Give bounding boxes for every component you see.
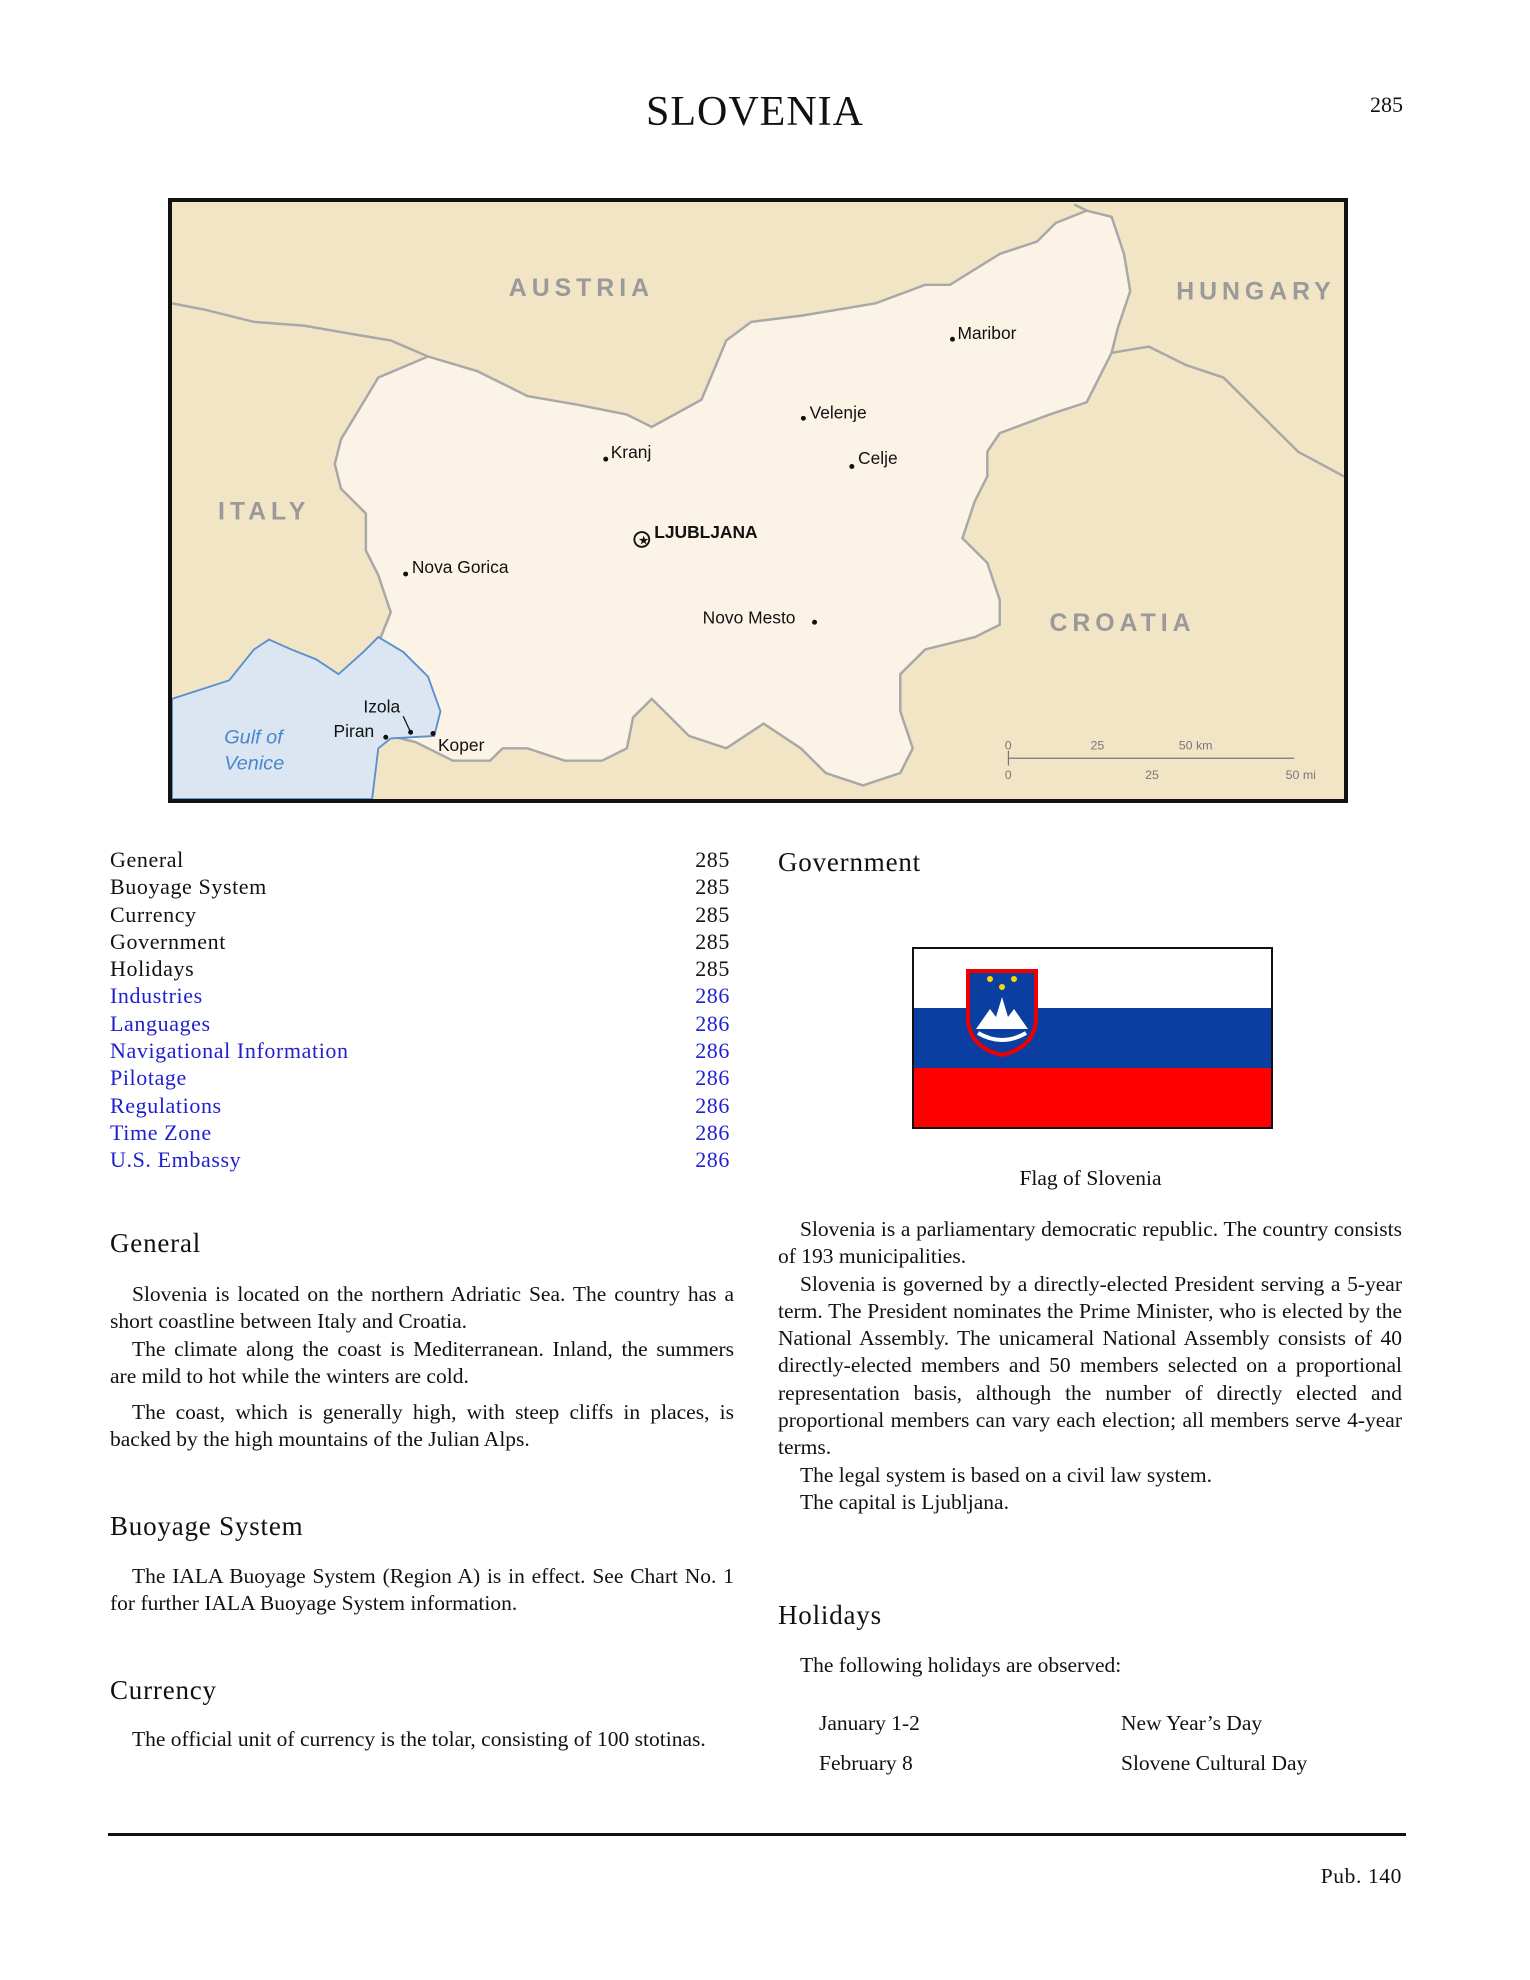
- toc-entry[interactable]: [110, 1037, 730, 1064]
- heading-buoyage: Buoyage System: [110, 1511, 304, 1541]
- holiday-date: February 8: [819, 1751, 913, 1775]
- label-italy: ITALY: [217, 498, 311, 526]
- heading-government: Government: [778, 847, 921, 877]
- footer-divider: [108, 1833, 1406, 1836]
- toc-entry: [110, 955, 730, 982]
- label-hungary: HUNGARY: [1176, 278, 1336, 306]
- label-nova-gorica: Nova Gorica: [411, 556, 509, 577]
- label-celje: Celje: [858, 448, 898, 469]
- heading-holidays: Holidays: [778, 1600, 882, 1630]
- toc-entry[interactable]: [110, 1010, 730, 1037]
- toc-label: Time Zone: [110, 1119, 212, 1145]
- holiday-date: January 1-2: [819, 1711, 920, 1735]
- buoyage-text: The IALA Buoyage System (Region A) is in effect. See Chart No. 1 for further IALA Buoyage System information.: [110, 1564, 734, 1616]
- toc-page: 286: [695, 1038, 730, 1064]
- toc-label: Buoyage System: [110, 874, 267, 900]
- toc-page: 286: [695, 1147, 730, 1173]
- heading-general: General: [110, 1228, 202, 1258]
- svg-text:25: 25: [1145, 768, 1159, 783]
- currency-text: The official unit of currency is the tolar, consisting of 100 stotinas.: [132, 1727, 706, 1751]
- government-text: Slovenia is a parliamentary democratic republic. The country consists of 193 municipalities. Slovenia is governed by a directly-elected President serving a 5-year term. The President nominates the Prime Minister, who is elected by the National Assembly. The unicameral National Assembly consists of 40 directly-elected members and 50 members selected on a proportional representation basis, although the number of directly elected and proportional members can vary each election; all members serve 4-year terms. The legal system is based on a civil law system. The capital is Ljubljana.: [778, 1217, 1402, 1514]
- toc-entry[interactable]: [110, 1064, 730, 1091]
- toc-page: 286: [695, 983, 730, 1009]
- flag-of-slovenia: [912, 947, 1273, 1129]
- toc-page: 285: [695, 956, 730, 982]
- label-novo-mesto: Novo Mesto: [702, 607, 796, 628]
- label-koper: Koper: [437, 734, 485, 755]
- svg-text:★: ★: [638, 533, 650, 548]
- toc-page: 286: [695, 1065, 730, 1091]
- toc-label: Navigational Information: [110, 1038, 349, 1064]
- label-croatia: CROATIA: [1049, 609, 1196, 637]
- label-venice: Venice: [224, 752, 285, 775]
- table-of-contents: [110, 846, 730, 1174]
- toc-entry: [110, 846, 730, 873]
- holiday-name: Slovene Cultural Day: [1121, 1751, 1308, 1775]
- page-number: 285: [1370, 92, 1403, 117]
- svg-text:0: 0: [1004, 738, 1012, 753]
- toc-label: Industries: [110, 983, 203, 1009]
- label-ljubljana: LJUBLJANA: [654, 522, 758, 543]
- toc-entry[interactable]: [110, 1146, 730, 1173]
- page-title: SLOVENIA: [646, 89, 864, 135]
- heading-currency: Currency: [110, 1675, 217, 1705]
- toc-entry[interactable]: [110, 1119, 730, 1146]
- toc-label: Government: [110, 928, 226, 954]
- general-text: Slovenia is located on the northern Adriatic Sea. The country has a short coastline between Italy and Croatia. The climate along the coast is Mediterranean. Inland, the summers are mild to hot while the winters are cold. The coast, which is generally high, with steep cliffs in places, is backed by the high mountains of the Julian Alps.: [110, 1282, 734, 1452]
- toc-label: Pilotage: [110, 1065, 187, 1091]
- label-kranj: Kranj: [610, 441, 652, 462]
- toc-page: 285: [695, 874, 730, 900]
- coat-of-arms-icon: [964, 967, 1040, 1059]
- country-map: [168, 198, 1348, 803]
- toc-label: Currency: [110, 901, 197, 927]
- toc-page: 286: [695, 1092, 730, 1118]
- toc-page: 286: [695, 1010, 730, 1036]
- toc-page: 285: [695, 928, 730, 954]
- svg-text:0: 0: [1004, 768, 1012, 783]
- toc-page: 286: [695, 1119, 730, 1145]
- label-maribor: Maribor: [957, 323, 1017, 344]
- label-gulf: Gulf of: [224, 726, 283, 749]
- toc-entry[interactable]: [110, 982, 730, 1009]
- toc-entry[interactable]: [110, 1092, 730, 1119]
- label-piran: Piran: [333, 721, 375, 742]
- toc-entry: [110, 928, 730, 955]
- holiday-name: New Year’s Day: [1121, 1711, 1263, 1735]
- flag-caption: Flag of Slovenia: [1019, 1166, 1162, 1190]
- toc-entry: [110, 873, 730, 900]
- toc-label: U.S. Embassy: [110, 1147, 242, 1173]
- toc-entry: [110, 901, 730, 928]
- publication-number: Pub. 140: [1320, 1864, 1402, 1888]
- toc-page: 285: [695, 901, 730, 927]
- label-izola: Izola: [363, 696, 401, 717]
- svg-text:50 km: 50 km: [1178, 738, 1213, 753]
- svg-text:50 mi: 50 mi: [1285, 768, 1316, 783]
- label-austria: AUSTRIA: [508, 274, 654, 302]
- svg-text:25: 25: [1090, 738, 1105, 753]
- toc-page: 285: [695, 847, 730, 872]
- toc-label: Regulations: [110, 1092, 222, 1118]
- toc-label: Holidays: [110, 956, 195, 982]
- label-velenje: Velenje: [809, 402, 867, 423]
- holidays-intro: The following holidays are observed:: [800, 1653, 1122, 1677]
- toc-label: General: [110, 847, 184, 872]
- toc-label: Languages: [110, 1010, 211, 1036]
